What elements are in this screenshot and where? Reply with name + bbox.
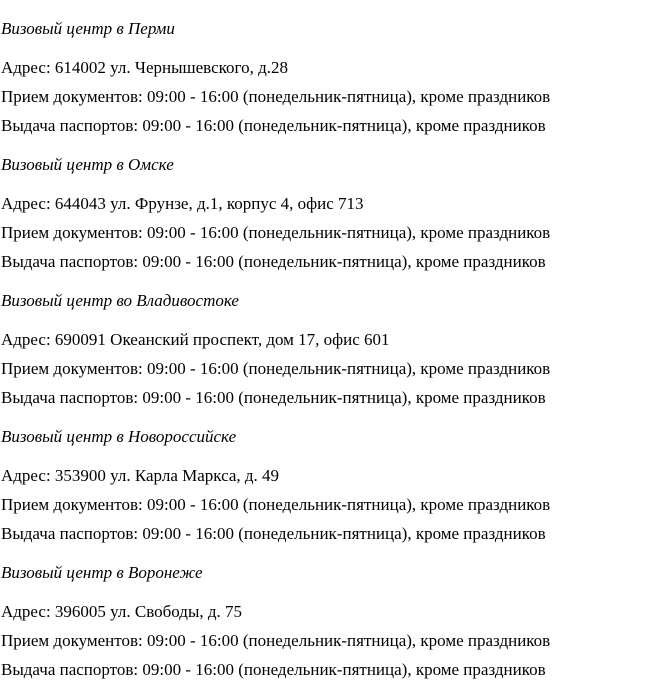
center-documents-hours: Прием документов: 09:00 - 16:00 (понедельник-пятница), кроме праздников [1,359,551,378]
visa-center-voronezh [1,562,670,692]
center-address: Адрес: 690091 Океанский проспект, дом 17, офис 601 [1,330,390,349]
center-info [1,465,670,552]
center-address: Адрес: 644043 ул. Фрунзе, д.1, корпус 4, офис 713 [1,194,364,213]
center-passports-hours: Выдача паспортов: 09:00 - 16:00 (понедельник-пятница), кроме праздников [1,116,546,135]
center-info [1,193,670,280]
center-address: Адрес: 396005 ул. Свободы, д. 75 [1,602,243,621]
center-info [1,57,670,144]
center-address: Адрес: 353900 ул. Карла Маркса, д. 49 [1,466,280,485]
visa-center-omsk [1,154,670,290]
center-info [1,329,670,416]
center-address: Адрес: 614002 ул. Чернышевского, д.28 [1,58,288,77]
center-passports-hours: Выдача паспортов: 09:00 - 16:00 (понедельник-пятница), кроме праздников [1,388,546,407]
center-passports-hours: Выдача паспортов: 09:00 - 16:00 (понедельник-пятница), кроме праздников [1,524,546,543]
center-documents-hours: Прием документов: 09:00 - 16:00 (понедельник-пятница), кроме праздников [1,631,551,650]
center-passports-hours: Выдача паспортов: 09:00 - 16:00 (понедельник-пятница), кроме праздников [1,252,546,271]
center-title: Визовый центр в Омске [1,155,174,174]
visa-center-vladivostok [1,290,670,426]
center-info [1,601,670,688]
center-title: Визовый центр во Владивостоке [1,291,239,310]
visa-center-perm [1,18,670,154]
visa-center-novorossiysk [1,426,670,562]
center-passports-hours: Выдача паспортов: 09:00 - 16:00 (понедельник-пятница), кроме праздников [1,660,546,679]
center-title: Визовый центр в Воронеже [1,563,203,582]
center-title: Визовый центр в Новороссийске [1,427,237,446]
center-title: Визовый центр в Перми [1,19,175,38]
center-documents-hours: Прием документов: 09:00 - 16:00 (понедельник-пятница), кроме праздников [1,223,551,242]
center-documents-hours: Прием документов: 09:00 - 16:00 (понедельник-пятница), кроме праздников [1,87,551,106]
center-documents-hours: Прием документов: 09:00 - 16:00 (понедельник-пятница), кроме праздников [1,495,551,514]
